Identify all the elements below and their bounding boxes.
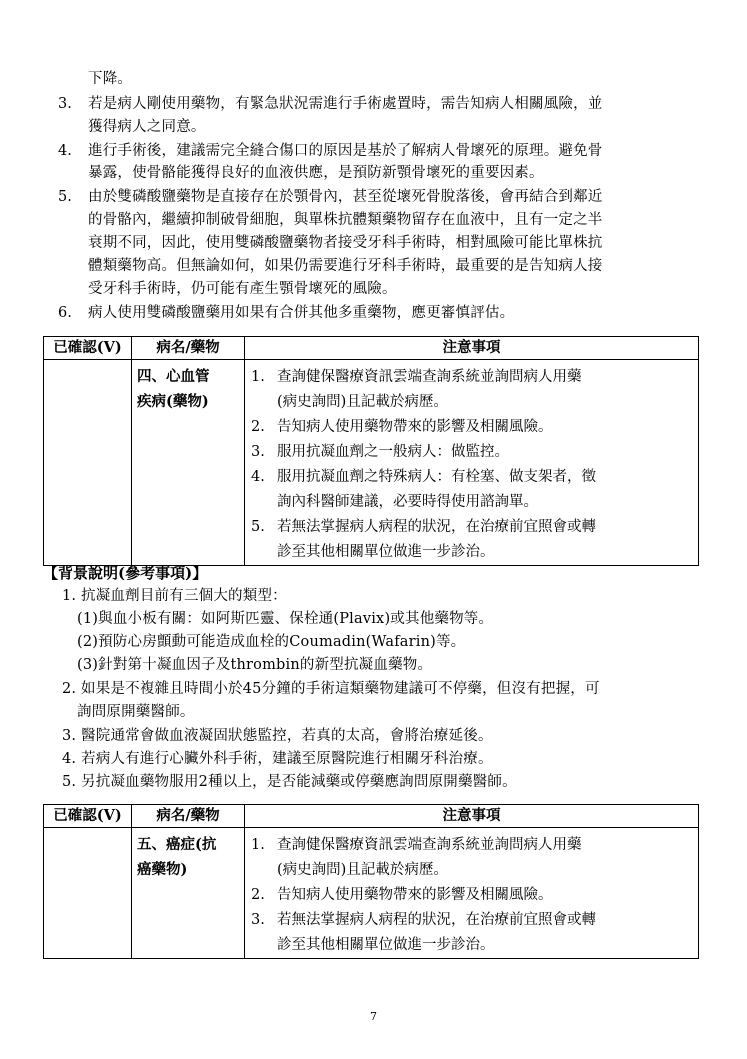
item-line: 體類藥物高。但無論如何，如果仍需要進行牙科手術時，最重要的是告知病人接 [88, 258, 603, 274]
notes-cell [245, 828, 699, 959]
item-number: 3. [251, 444, 265, 460]
disease-label: 疾病(藥物) [137, 393, 209, 410]
item-line: 查詢健保醫療資訊雲端查詢系統並詢問病人用藥 [277, 369, 582, 385]
item-number: 6. [58, 305, 72, 321]
confirm-cell[interactable] [44, 828, 132, 959]
item-line: 病人使用雙磷酸鹽藥用如果有合併其他多重藥物，應更審慎評估。 [88, 305, 515, 321]
table-row [44, 828, 699, 959]
list-item [245, 833, 698, 883]
background-line: 5. 另抗凝血藥物服用2種以上，是否能減藥或停藥應詢問原開藥醫師。 [62, 774, 517, 790]
item-number: 5. [58, 189, 72, 205]
disease-cell [132, 360, 245, 566]
item-line: 診至其他相關單位做進一步診治。 [277, 544, 495, 560]
item-line: 由於雙磷酸鹽藥物是直接存在於顎骨內，甚至從壞死骨脫落後，會再結合到鄰近 [88, 189, 603, 205]
item-line: 詢內科醫師建議，必要時得使用諮詢單。 [277, 494, 538, 510]
disease-cell [132, 828, 245, 959]
notes-list [245, 828, 698, 958]
item-number: 1. [251, 369, 265, 385]
item-line: 獲得病人之同意。 [88, 119, 206, 135]
background-heading: 【背景說明(參考事項)】 [43, 564, 208, 582]
item-line: 若是病人剛使用藥物，有緊急狀況需進行手術處置時，需告知病人相關風險，並 [88, 96, 603, 112]
table-header-row [44, 805, 699, 828]
notes-cell [245, 360, 699, 566]
item-line: 查詢健保醫療資訊雲端查詢系統並詢問病人用藥 [277, 837, 582, 853]
item-line: 診至其他相關單位做進一步診治。 [277, 937, 495, 953]
list-item [245, 415, 698, 440]
item-line: 若無法掌握病人病程的狀況，在治療前宜照會或轉 [277, 912, 596, 928]
header-notes: 注意事項 [245, 337, 699, 360]
item-line: 告知病人使用藥物帶來的影響及相關風險。 [277, 419, 553, 435]
header-disease: 病名/藥物 [132, 337, 245, 360]
table-row [44, 360, 699, 566]
item-line: (病史詢問)且記載於病歷。 [277, 394, 448, 410]
background-line: 詢問原開藥醫師。 [77, 704, 195, 720]
list-item [245, 908, 698, 958]
item-number: 1. [251, 837, 265, 853]
item-line: 衰期不同，因此，使用雙磷酸鹽藥物者接受牙科手術時，相對風險可能比單株抗 [88, 235, 603, 251]
background-line: (3)針對第十凝血因子及thrombin的新型抗凝血藥物。 [77, 657, 433, 673]
item-number: 2. [251, 419, 265, 435]
item-line: 的骨骼內，繼續抑制破骨細胞，與單株抗體類藥物留存在血液中，且有一定之半 [88, 212, 603, 228]
item-line: (病史詢問)且記載於病歷。 [277, 862, 448, 878]
notes-list [245, 360, 698, 565]
item-number: 3. [251, 912, 265, 928]
background-line: 2. 如果是不複雜且時間小於45分鐘的手術這類藥物建議可不停藥，但沒有把握，可 [62, 681, 600, 697]
item-line: 暴露，使骨骼能獲得良好的血液供應，是預防新顎骨壞死的重要因素。 [88, 165, 544, 181]
disease-label: 四、心血管 [137, 368, 210, 385]
item-number: 3. [58, 96, 72, 112]
background-line: (2)預防心房顫動可能造成血栓的Coumadin(Wafarin)等。 [77, 634, 466, 650]
list-item [245, 883, 698, 908]
item-number: 5. [251, 519, 265, 535]
item-line: 服用抗凝血劑之特殊病人：有栓塞、做支架者，徵 [277, 469, 596, 485]
item-line: 進行手術後，建議需完全縫合傷口的原因是基於了解病人骨壞死的原理。避免骨 [88, 143, 603, 159]
header-confirm: 已確認(V) [44, 805, 132, 828]
header-notes: 注意事項 [245, 805, 699, 828]
background-line: 1. 抗凝血劑目前有三個大的類型： [62, 588, 287, 604]
background-line: 4. 若病人有進行心臟外科手術，建議至原醫院進行相關牙科治療。 [62, 751, 493, 767]
list-item [245, 465, 698, 515]
item-line: 若無法掌握病人病程的狀況，在治療前宜照會或轉 [277, 519, 596, 535]
item-line: 服用抗凝血劑之一般病人：做監控。 [277, 444, 509, 460]
list-item [245, 440, 698, 465]
confirm-cell[interactable] [44, 360, 132, 566]
header-disease: 病名/藥物 [132, 805, 245, 828]
list-item [245, 365, 698, 415]
item-number: 4. [58, 143, 72, 159]
table-header-row [44, 337, 699, 360]
disease-label: 癌藥物) [137, 861, 188, 878]
notice-table-cardiovascular [43, 336, 699, 566]
page-number: 7 [370, 1010, 377, 1023]
disease-label: 五、癌症(抗 [137, 836, 217, 853]
list-item [245, 515, 698, 565]
item-line: 受牙科手術時，仍可能有產生顎骨壞死的風險。 [88, 281, 397, 297]
item-line: 告知病人使用藥物帶來的影響及相關風險。 [277, 887, 553, 903]
item-number: 4. [251, 469, 265, 485]
notice-table-cancer [43, 804, 699, 959]
item-number: 2. [251, 887, 265, 903]
background-line: 3. 醫院通常會做血液凝固狀態監控，若真的太高，會將治療延後。 [62, 728, 493, 744]
header-confirm: 已確認(V) [44, 337, 132, 360]
background-line: (1)與血小板有關：如阿斯匹靈、保栓通(Plavix)或其他藥物等。 [77, 611, 494, 627]
continuation-text: 下降。 [88, 71, 133, 87]
